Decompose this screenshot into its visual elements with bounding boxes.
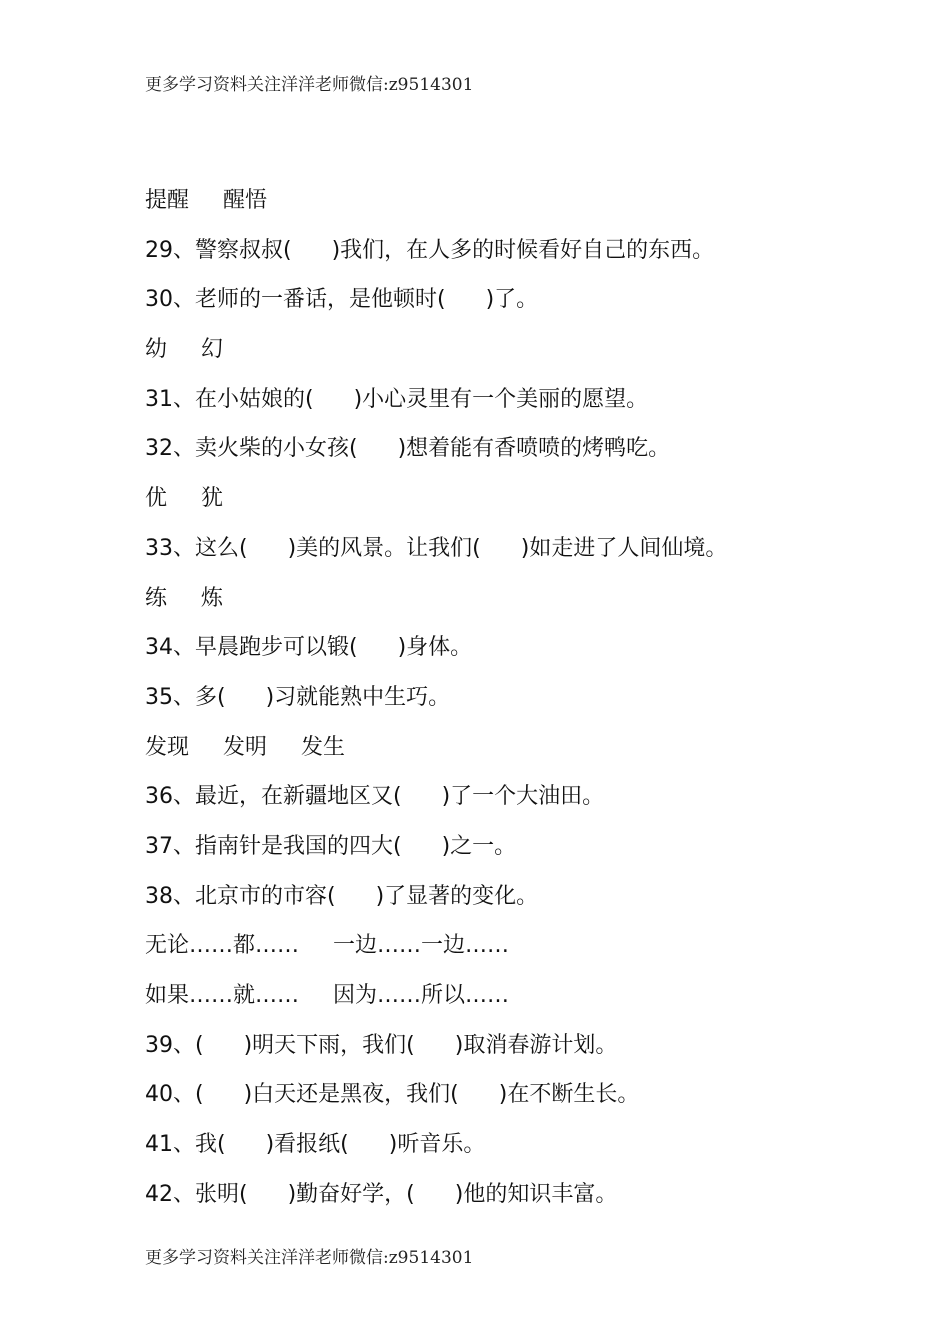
question-row: [145, 226, 905, 276]
word-choice: 醒悟: [223, 188, 268, 213]
word-choice: 提醒: [145, 188, 190, 213]
word-choice: 优: [145, 486, 168, 512]
question-text: )习就能熟中生巧。: [265, 684, 451, 710]
page-header: 更多学习资料关注洋洋老师微信:z9514301: [145, 75, 474, 95]
question-row: [145, 1120, 905, 1170]
question-text: 35、多(: [145, 684, 226, 710]
question-row: [145, 673, 905, 723]
question-text: 37、指南针是我国的四大(: [145, 833, 402, 859]
question-row: [145, 822, 905, 872]
word-choice: 发生: [301, 734, 346, 760]
question-row: [145, 1021, 905, 1071]
question-text: )取消春游计划。: [454, 1032, 618, 1058]
question-text: 29、警察叔叔(: [145, 237, 292, 263]
question-text: )之一。: [441, 833, 517, 859]
question-text: )我们，在人多的时候看好自己的东西。: [331, 237, 715, 263]
question-row: [145, 375, 905, 425]
word-choice: 炼: [201, 585, 224, 611]
question-row: [145, 872, 905, 922]
word-choice: 发明: [223, 734, 268, 760]
question-text: 36、最近，在新疆地区又(: [145, 784, 402, 810]
question-text: )身体。: [397, 635, 473, 661]
question-text: )想着能有香喷喷的烤鸭吃。: [397, 436, 671, 462]
question-text: )了一个大油田。: [441, 784, 605, 810]
word-choice-row: [145, 971, 905, 1021]
word-choice: 因为……所以……: [333, 983, 510, 1008]
question-text: 32、卖火柴的小女孩(: [145, 436, 358, 462]
question-text: 30、老师的一番话，是他顿时(: [145, 287, 446, 313]
word-choice-row: [145, 176, 905, 226]
question-text: 41、我(: [145, 1132, 226, 1158]
question-text: )小心灵里有一个美丽的愿望。: [353, 386, 649, 412]
question-text: )他的知识丰富。: [454, 1181, 618, 1207]
word-choice: 幻: [201, 337, 224, 363]
question-text: 40、(: [145, 1082, 204, 1108]
question-row: [145, 1070, 905, 1120]
word-choice-row: [145, 474, 905, 524]
question-row: [145, 1170, 905, 1220]
word-choice: 如果……就……: [145, 983, 300, 1008]
question-text: )在不断生长。: [498, 1082, 640, 1108]
question-text: 38、北京市的市容(: [145, 883, 336, 909]
question-text: )白天还是黑夜，我们(: [243, 1082, 459, 1108]
question-row: [145, 275, 905, 325]
page-footer: 更多学习资料关注洋洋老师微信:z9514301: [145, 1248, 474, 1268]
question-text: )了显著的变化。: [375, 883, 539, 909]
question-text: )看报纸(: [265, 1132, 349, 1158]
word-choice-row: [145, 921, 905, 971]
word-choice: 一边……一边……: [333, 933, 510, 959]
word-choice: 幼: [145, 337, 168, 363]
question-text: )如走进了人间仙境。: [520, 535, 728, 561]
word-choice-row: [145, 574, 905, 624]
word-choice: 无论……都……: [145, 933, 300, 959]
question-text: )听音乐。: [388, 1132, 486, 1158]
word-choice: 练: [145, 585, 168, 611]
question-row: [145, 524, 905, 574]
question-text: 42、张明(: [145, 1181, 248, 1207]
word-choice: 犹: [201, 486, 224, 512]
question-text: 31、在小姑娘的(: [145, 386, 314, 412]
question-text: )勤奋好学，(: [287, 1181, 415, 1207]
question-text: )明天下雨，我们(: [243, 1032, 415, 1058]
worksheet-content: [145, 176, 905, 1219]
question-text: 33、这么(: [145, 535, 248, 561]
question-text: )了。: [485, 287, 539, 313]
question-row: [145, 424, 905, 474]
question-text: )美的风景。让我们(: [287, 535, 481, 561]
question-text: 39、(: [145, 1032, 204, 1058]
word-choice: 发现: [145, 734, 190, 760]
question-text: 34、早晨跑步可以锻(: [145, 635, 358, 661]
word-choice-row: [145, 723, 905, 773]
word-choice-row: [145, 325, 905, 375]
question-row: [145, 772, 905, 822]
question-row: [145, 623, 905, 673]
